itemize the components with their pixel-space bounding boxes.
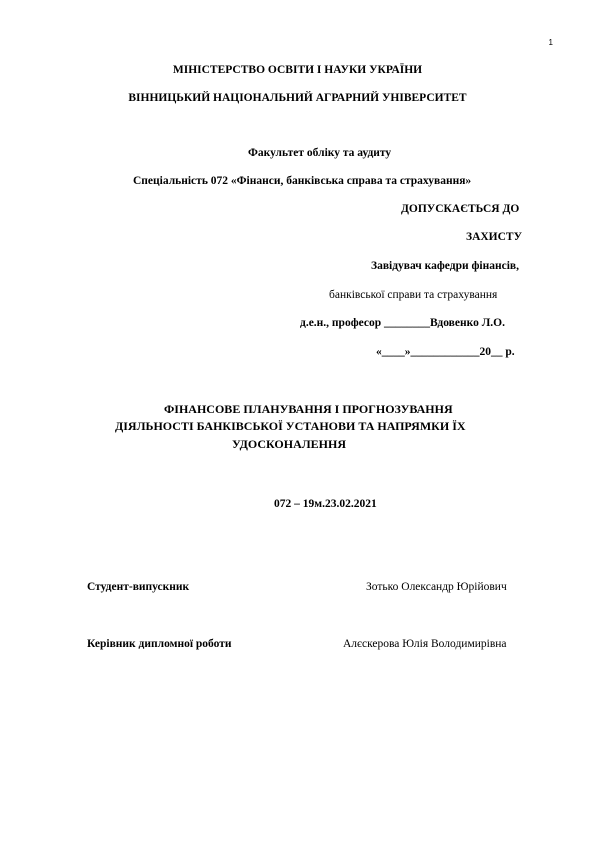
thesis-code: 072 – 19м.23.02.2021 bbox=[274, 498, 377, 510]
specialty-line: Спеціальність 072 «Фінанси, банківська справа та страхування» bbox=[133, 175, 472, 187]
supervisor-label: Керівник дипломної роботи bbox=[87, 638, 232, 650]
supervisor-name: Алєскерова Юлія Володимирівна bbox=[343, 638, 507, 650]
approval-line-2: ЗАХИСТУ bbox=[466, 231, 523, 243]
student-label: Студент-випускник bbox=[87, 581, 190, 593]
ministry-heading: МІНІСТЕРСТВО ОСВІТИ І НАУКИ УКРАЇНИ bbox=[172, 64, 423, 76]
student-name: Зотько Олександр Юрійович bbox=[366, 581, 507, 593]
page-number: 1 bbox=[548, 38, 553, 47]
thesis-title-line-1: ФІНАНСОВЕ ПЛАНУВАННЯ І ПРОГНОЗУВАННЯ bbox=[164, 402, 453, 416]
faculty-line: Факультет обліку та аудиту bbox=[248, 147, 392, 159]
thesis-title-line-2: ДІЯЛЬНОСТІ БАНКІВСЬКОЇ УСТАНОВИ ТА НАПРЯМКИ ЇХ bbox=[115, 419, 466, 433]
thesis-title-line-3: УДОСКОНАЛЕННЯ bbox=[232, 437, 347, 451]
approval-line-1: ДОПУСКАЄТЬСЯ ДО bbox=[401, 203, 520, 215]
university-heading: ВІННИЦЬКИЙ НАЦІОНАЛЬНИЙ АГРАРНИЙ УНІВЕРСИТЕТ bbox=[128, 92, 467, 104]
department-head-line-2: банківської справи та страхування bbox=[329, 289, 498, 301]
department-head-line-3: д.е.н., професор ________Вдовенко Л.О. bbox=[300, 317, 505, 329]
approval-date-line: «____»____________20__ р. bbox=[376, 346, 515, 358]
department-head-line-1: Завідувач кафедри фінансів, bbox=[371, 260, 520, 272]
